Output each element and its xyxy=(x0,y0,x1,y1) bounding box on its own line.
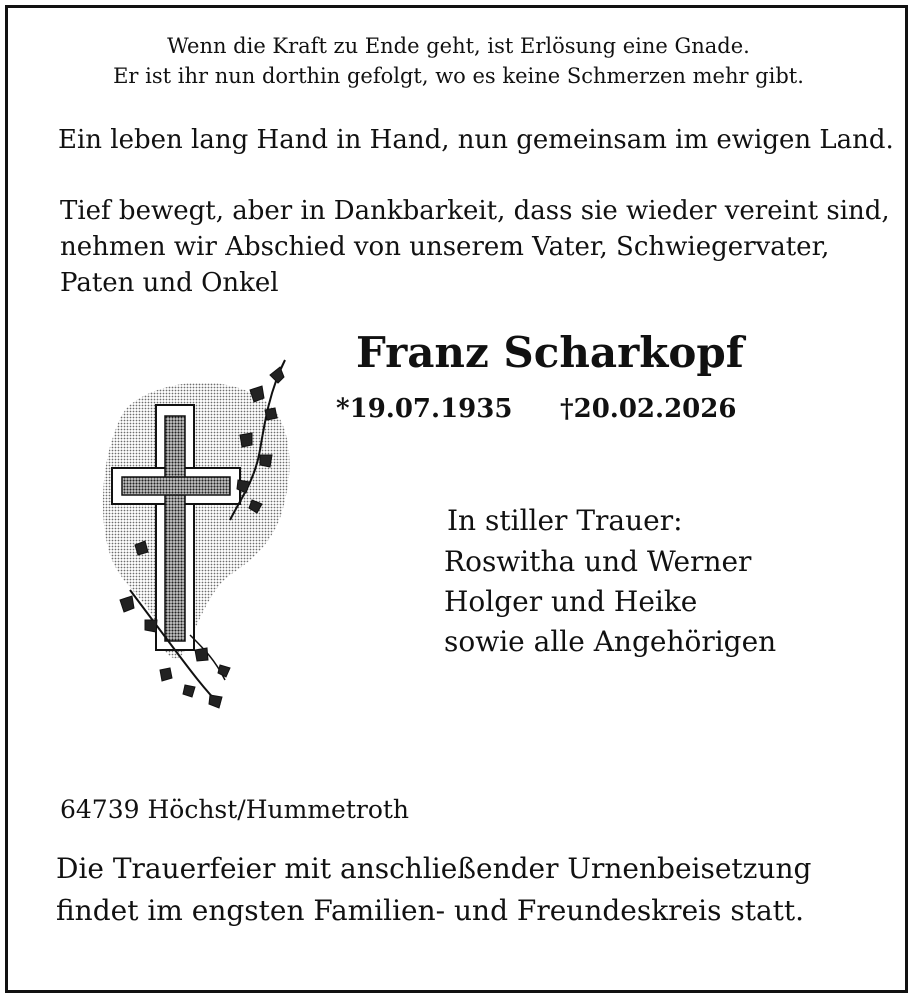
mourner-line: sowie alle Angehörigen xyxy=(444,625,777,658)
verse-line: Ein leben lang Hand in Hand, nun gemeinsam im ewigen Land. xyxy=(58,125,894,155)
birth-date: *19.07.1935 xyxy=(336,394,513,424)
intro-line-1: Tief bewegt, aber in Dankbarkeit, dass sie wieder vereint sind, xyxy=(60,196,890,226)
service-line-2: findet im engsten Familien- und Freundeskreis statt. xyxy=(56,894,805,927)
mourner-line: Holger und Heike xyxy=(444,585,698,618)
intro-line-3: Paten und Onkel xyxy=(60,268,279,298)
motto-line-2: Er ist ihr nun dorthin gefolgt, wo es keine Schmerzen mehr gibt. xyxy=(113,64,804,88)
place-line: 64739 Höchst/Hummetroth xyxy=(60,795,410,824)
intro-line-2: nehmen wir Abschied von unserem Vater, Schwiegervater, xyxy=(60,232,830,262)
mourner-line: Roswitha und Werner xyxy=(444,545,752,578)
death-date: †20.02.2026 xyxy=(560,394,737,424)
mourners-heading: In stiller Trauer: xyxy=(447,504,683,537)
deceased-name: Franz Scharkopf xyxy=(356,328,744,377)
service-line-1: Die Trauerfeier mit anschließender Urnenbeisetzung xyxy=(56,852,812,885)
motto-line-1: Wenn die Kraft zu Ende geht, ist Erlösung eine Gnade. xyxy=(167,34,750,58)
cross-with-ivy-icon xyxy=(90,350,310,725)
